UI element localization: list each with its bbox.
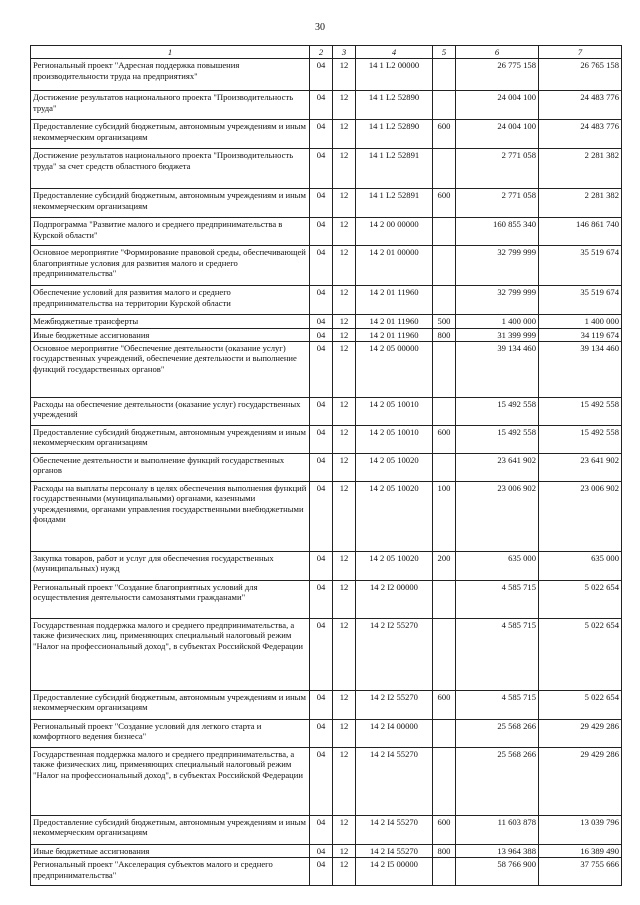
subsection-code: 12	[333, 844, 356, 857]
row-name: Предоставление субсидий бюджетным, автономным учреждениям и иным некоммерческим организациям	[31, 425, 310, 453]
expense-type-code	[433, 618, 456, 690]
row-name: Региональный проект "Акселерация субъектов малого и среднего предпринимательства"	[31, 858, 310, 886]
expense-type-code: 600	[433, 425, 456, 453]
amount-year-2: 1 400 000	[539, 315, 622, 328]
amount-year-1: 25 568 266	[456, 719, 539, 747]
amount-year-2: 23 006 902	[539, 481, 622, 551]
expense-type-code: 800	[433, 328, 456, 341]
row-name: Межбюджетные трансферты	[31, 315, 310, 328]
section-code: 04	[310, 189, 333, 218]
target-article-code: 14 1 L2 52890	[356, 120, 433, 149]
table-row	[31, 328, 622, 341]
section-code: 04	[310, 286, 333, 315]
subsection-code: 12	[333, 815, 356, 844]
header-col-5: 5	[433, 46, 456, 59]
target-article-code: 14 2 01 11960	[356, 315, 433, 328]
target-article-code: 14 2 I4 55270	[356, 747, 433, 815]
row-name: Иные бюджетные ассигнования	[31, 844, 310, 857]
section-code: 04	[310, 59, 333, 91]
amount-year-2: 16 389 490	[539, 844, 622, 857]
row-name: Иные бюджетные ассигнования	[31, 328, 310, 341]
amount-year-1: 11 603 878	[456, 815, 539, 844]
expense-type-code	[433, 246, 456, 286]
table-row	[31, 286, 622, 315]
table-row	[31, 551, 622, 580]
amount-year-1: 4 585 715	[456, 580, 539, 618]
expense-type-code: 600	[433, 815, 456, 844]
subsection-code: 12	[333, 120, 356, 149]
expense-type-code	[433, 747, 456, 815]
amount-year-2: 146 861 740	[539, 218, 622, 246]
header-col-1: 1	[31, 46, 310, 59]
expense-type-code: 800	[433, 844, 456, 857]
target-article-code: 14 2 I2 00000	[356, 580, 433, 618]
row-name: Государственная поддержка малого и среднего предпринимательства, а также физических лиц, применяющих специальный налоговый режим "Налог на профессиональный доход", в субъектах Российской Федерации	[31, 747, 310, 815]
expense-type-code: 600	[433, 189, 456, 218]
row-name: Расходы на выплаты персоналу в целях обеспечения выполнения функций государственными (муниципальными) органами, казенными учреждениями, органами управления государственными внебюджетными фондами	[31, 481, 310, 551]
expense-type-code	[433, 218, 456, 246]
amount-year-2: 15 492 558	[539, 397, 622, 425]
section-code: 04	[310, 580, 333, 618]
row-name: Предоставление субсидий бюджетным, автономным учреждениям и иным некоммерческим организациям	[31, 120, 310, 149]
budget-table	[30, 45, 622, 886]
header-col-6: 6	[456, 46, 539, 59]
target-article-code: 14 2 05 10010	[356, 397, 433, 425]
amount-year-2: 35 519 674	[539, 246, 622, 286]
expense-type-code: 100	[433, 481, 456, 551]
section-code: 04	[310, 315, 333, 328]
table-row	[31, 218, 622, 246]
table-row	[31, 59, 622, 91]
section-code: 04	[310, 91, 333, 120]
expense-type-code	[433, 453, 456, 481]
amount-year-1: 32 799 999	[456, 286, 539, 315]
section-code: 04	[310, 453, 333, 481]
subsection-code: 12	[333, 690, 356, 719]
amount-year-1: 25 568 266	[456, 747, 539, 815]
amount-year-2: 5 022 654	[539, 618, 622, 690]
amount-year-2: 24 483 776	[539, 120, 622, 149]
expense-type-code: 500	[433, 315, 456, 328]
amount-year-1: 58 766 900	[456, 858, 539, 886]
amount-year-1: 160 855 340	[456, 218, 539, 246]
target-article-code: 14 2 I2 55270	[356, 690, 433, 719]
subsection-code: 12	[333, 189, 356, 218]
amount-year-2: 37 755 666	[539, 858, 622, 886]
amount-year-1: 2 771 058	[456, 189, 539, 218]
section-code: 04	[310, 747, 333, 815]
table-row	[31, 315, 622, 328]
section-code: 04	[310, 341, 333, 397]
subsection-code: 12	[333, 149, 356, 189]
table-row	[31, 858, 622, 886]
amount-year-2: 13 039 796	[539, 815, 622, 844]
row-name: Обеспечение условий для развития малого и среднего предпринимательства на территории Курской области	[31, 286, 310, 315]
amount-year-1: 31 399 999	[456, 328, 539, 341]
section-code: 04	[310, 618, 333, 690]
amount-year-1: 2 771 058	[456, 149, 539, 189]
amount-year-2: 23 641 902	[539, 453, 622, 481]
target-article-code: 14 2 05 00000	[356, 341, 433, 397]
section-code: 04	[310, 719, 333, 747]
amount-year-1: 1 400 000	[456, 315, 539, 328]
row-name: Подпрограмма "Развитие малого и среднего предпринимательства в Курской области"	[31, 218, 310, 246]
table-row	[31, 189, 622, 218]
subsection-code: 12	[333, 91, 356, 120]
subsection-code: 12	[333, 286, 356, 315]
amount-year-1: 24 004 100	[456, 120, 539, 149]
expense-type-code	[433, 397, 456, 425]
table-row	[31, 580, 622, 618]
subsection-code: 12	[333, 747, 356, 815]
amount-year-1: 39 134 460	[456, 341, 539, 397]
table-row	[31, 690, 622, 719]
target-article-code: 14 2 00 00000	[356, 218, 433, 246]
expense-type-code	[433, 719, 456, 747]
amount-year-1: 23 006 902	[456, 481, 539, 551]
header-col-3: 3	[333, 46, 356, 59]
target-article-code: 14 2 I5 00000	[356, 858, 433, 886]
section-code: 04	[310, 425, 333, 453]
amount-year-1: 15 492 558	[456, 425, 539, 453]
amount-year-1: 32 799 999	[456, 246, 539, 286]
target-article-code: 14 1 L2 52890	[356, 91, 433, 120]
amount-year-2: 39 134 460	[539, 341, 622, 397]
row-name: Предоставление субсидий бюджетным, автономным учреждениям и иным некоммерческим организациям	[31, 189, 310, 218]
row-name: Государственная поддержка малого и среднего предпринимательства, а также физических лиц, применяющих специальный налоговый режим "Налог на профессиональный доход", в субъектах Российской Федерации	[31, 618, 310, 690]
row-name: Региональный проект "Адресная поддержка повышения производительности труда на предприятиях"	[31, 59, 310, 91]
amount-year-1: 4 585 715	[456, 618, 539, 690]
expense-type-code	[433, 858, 456, 886]
subsection-code: 12	[333, 425, 356, 453]
expense-type-code	[433, 341, 456, 397]
column-number-header	[31, 46, 622, 59]
page-number: 30	[315, 22, 325, 33]
row-name: Достижение результатов национального проекта "Производительность труда" за счет средств областного бюджета	[31, 149, 310, 189]
table-row	[31, 425, 622, 453]
subsection-code: 12	[333, 481, 356, 551]
amount-year-1: 635 000	[456, 551, 539, 580]
table-row	[31, 719, 622, 747]
row-name: Предоставление субсидий бюджетным, автономным учреждениям и иным некоммерческим организациям	[31, 815, 310, 844]
table-row	[31, 246, 622, 286]
table-row	[31, 618, 622, 690]
target-article-code: 14 2 05 10010	[356, 425, 433, 453]
subsection-code: 12	[333, 328, 356, 341]
section-code: 04	[310, 149, 333, 189]
row-name: Основное мероприятие "Обеспечение деятельности (оказание услуг) государственных учреждений, обеспечение деятельности и выполнение функций государственных органов"	[31, 341, 310, 397]
target-article-code: 14 2 I4 00000	[356, 719, 433, 747]
expense-type-code: 200	[433, 551, 456, 580]
table-row	[31, 453, 622, 481]
row-name: Региональный проект "Создание условий для легкого старта и комфортного ведения бизнеса"	[31, 719, 310, 747]
subsection-code: 12	[333, 618, 356, 690]
table-row	[31, 481, 622, 551]
table-row	[31, 341, 622, 397]
amount-year-1: 4 585 715	[456, 690, 539, 719]
table-row	[31, 397, 622, 425]
subsection-code: 12	[333, 551, 356, 580]
amount-year-1: 26 775 158	[456, 59, 539, 91]
target-article-code: 14 2 01 00000	[356, 246, 433, 286]
amount-year-2: 29 429 286	[539, 747, 622, 815]
row-name: Предоставление субсидий бюджетным, автономным учреждениям и иным некоммерческим организациям	[31, 690, 310, 719]
amount-year-2: 5 022 654	[539, 690, 622, 719]
table-row	[31, 149, 622, 189]
table-row	[31, 91, 622, 120]
section-code: 04	[310, 218, 333, 246]
amount-year-2: 26 765 158	[539, 59, 622, 91]
row-name: Обеспечение деятельности и выполнение функций государственных органов	[31, 453, 310, 481]
header-col-7: 7	[539, 46, 622, 59]
row-name: Расходы на обеспечение деятельности (оказание услуг) государственных учреждений	[31, 397, 310, 425]
table-row	[31, 844, 622, 857]
target-article-code: 14 2 05 10020	[356, 551, 433, 580]
table-row	[31, 747, 622, 815]
target-article-code: 14 2 I2 55270	[356, 618, 433, 690]
expense-type-code: 600	[433, 690, 456, 719]
target-article-code: 14 2 I4 55270	[356, 815, 433, 844]
subsection-code: 12	[333, 218, 356, 246]
amount-year-2: 24 483 776	[539, 91, 622, 120]
expense-type-code	[433, 91, 456, 120]
target-article-code: 14 1 L2 52891	[356, 189, 433, 218]
target-article-code: 14 2 05 10020	[356, 481, 433, 551]
expense-type-code	[433, 286, 456, 315]
section-code: 04	[310, 397, 333, 425]
expense-type-code	[433, 580, 456, 618]
section-code: 04	[310, 120, 333, 149]
table-row	[31, 815, 622, 844]
row-name: Достижение результатов национального проекта "Производительность труда"	[31, 91, 310, 120]
subsection-code: 12	[333, 315, 356, 328]
subsection-code: 12	[333, 397, 356, 425]
amount-year-2: 15 492 558	[539, 425, 622, 453]
target-article-code: 14 2 05 10020	[356, 453, 433, 481]
row-name: Основное мероприятие "Формирование правовой среды, обеспечивающей благоприятные условия для развития малого и среднего предпринимательства"	[31, 246, 310, 286]
section-code: 04	[310, 815, 333, 844]
target-article-code: 14 2 01 11960	[356, 328, 433, 341]
target-article-code: 14 2 I4 55270	[356, 844, 433, 857]
amount-year-2: 5 022 654	[539, 580, 622, 618]
amount-year-2: 29 429 286	[539, 719, 622, 747]
section-code: 04	[310, 246, 333, 286]
amount-year-2: 35 519 674	[539, 286, 622, 315]
section-code: 04	[310, 844, 333, 857]
amount-year-1: 23 641 902	[456, 453, 539, 481]
subsection-code: 12	[333, 341, 356, 397]
header-col-2: 2	[310, 46, 333, 59]
target-article-code: 14 1 L2 00000	[356, 59, 433, 91]
subsection-code: 12	[333, 580, 356, 618]
subsection-code: 12	[333, 858, 356, 886]
row-name: Региональный проект "Создание благоприятных условий для осуществления деятельности самозанятыми гражданами"	[31, 580, 310, 618]
amount-year-2: 2 281 382	[539, 149, 622, 189]
amount-year-1: 24 004 100	[456, 91, 539, 120]
target-article-code: 14 2 01 11960	[356, 286, 433, 315]
expense-type-code	[433, 59, 456, 91]
subsection-code: 12	[333, 453, 356, 481]
section-code: 04	[310, 690, 333, 719]
section-code: 04	[310, 481, 333, 551]
header-col-4: 4	[356, 46, 433, 59]
section-code: 04	[310, 551, 333, 580]
section-code: 04	[310, 328, 333, 341]
subsection-code: 12	[333, 59, 356, 91]
amount-year-2: 34 119 674	[539, 328, 622, 341]
amount-year-2: 2 281 382	[539, 189, 622, 218]
table-row	[31, 120, 622, 149]
amount-year-1: 13 964 388	[456, 844, 539, 857]
row-name: Закупка товаров, работ и услуг для обеспечения государственных (муниципальных) нужд	[31, 551, 310, 580]
subsection-code: 12	[333, 246, 356, 286]
expense-type-code	[433, 149, 456, 189]
amount-year-1: 15 492 558	[456, 397, 539, 425]
subsection-code: 12	[333, 719, 356, 747]
amount-year-2: 635 000	[539, 551, 622, 580]
section-code: 04	[310, 858, 333, 886]
target-article-code: 14 1 L2 52891	[356, 149, 433, 189]
expense-type-code: 600	[433, 120, 456, 149]
